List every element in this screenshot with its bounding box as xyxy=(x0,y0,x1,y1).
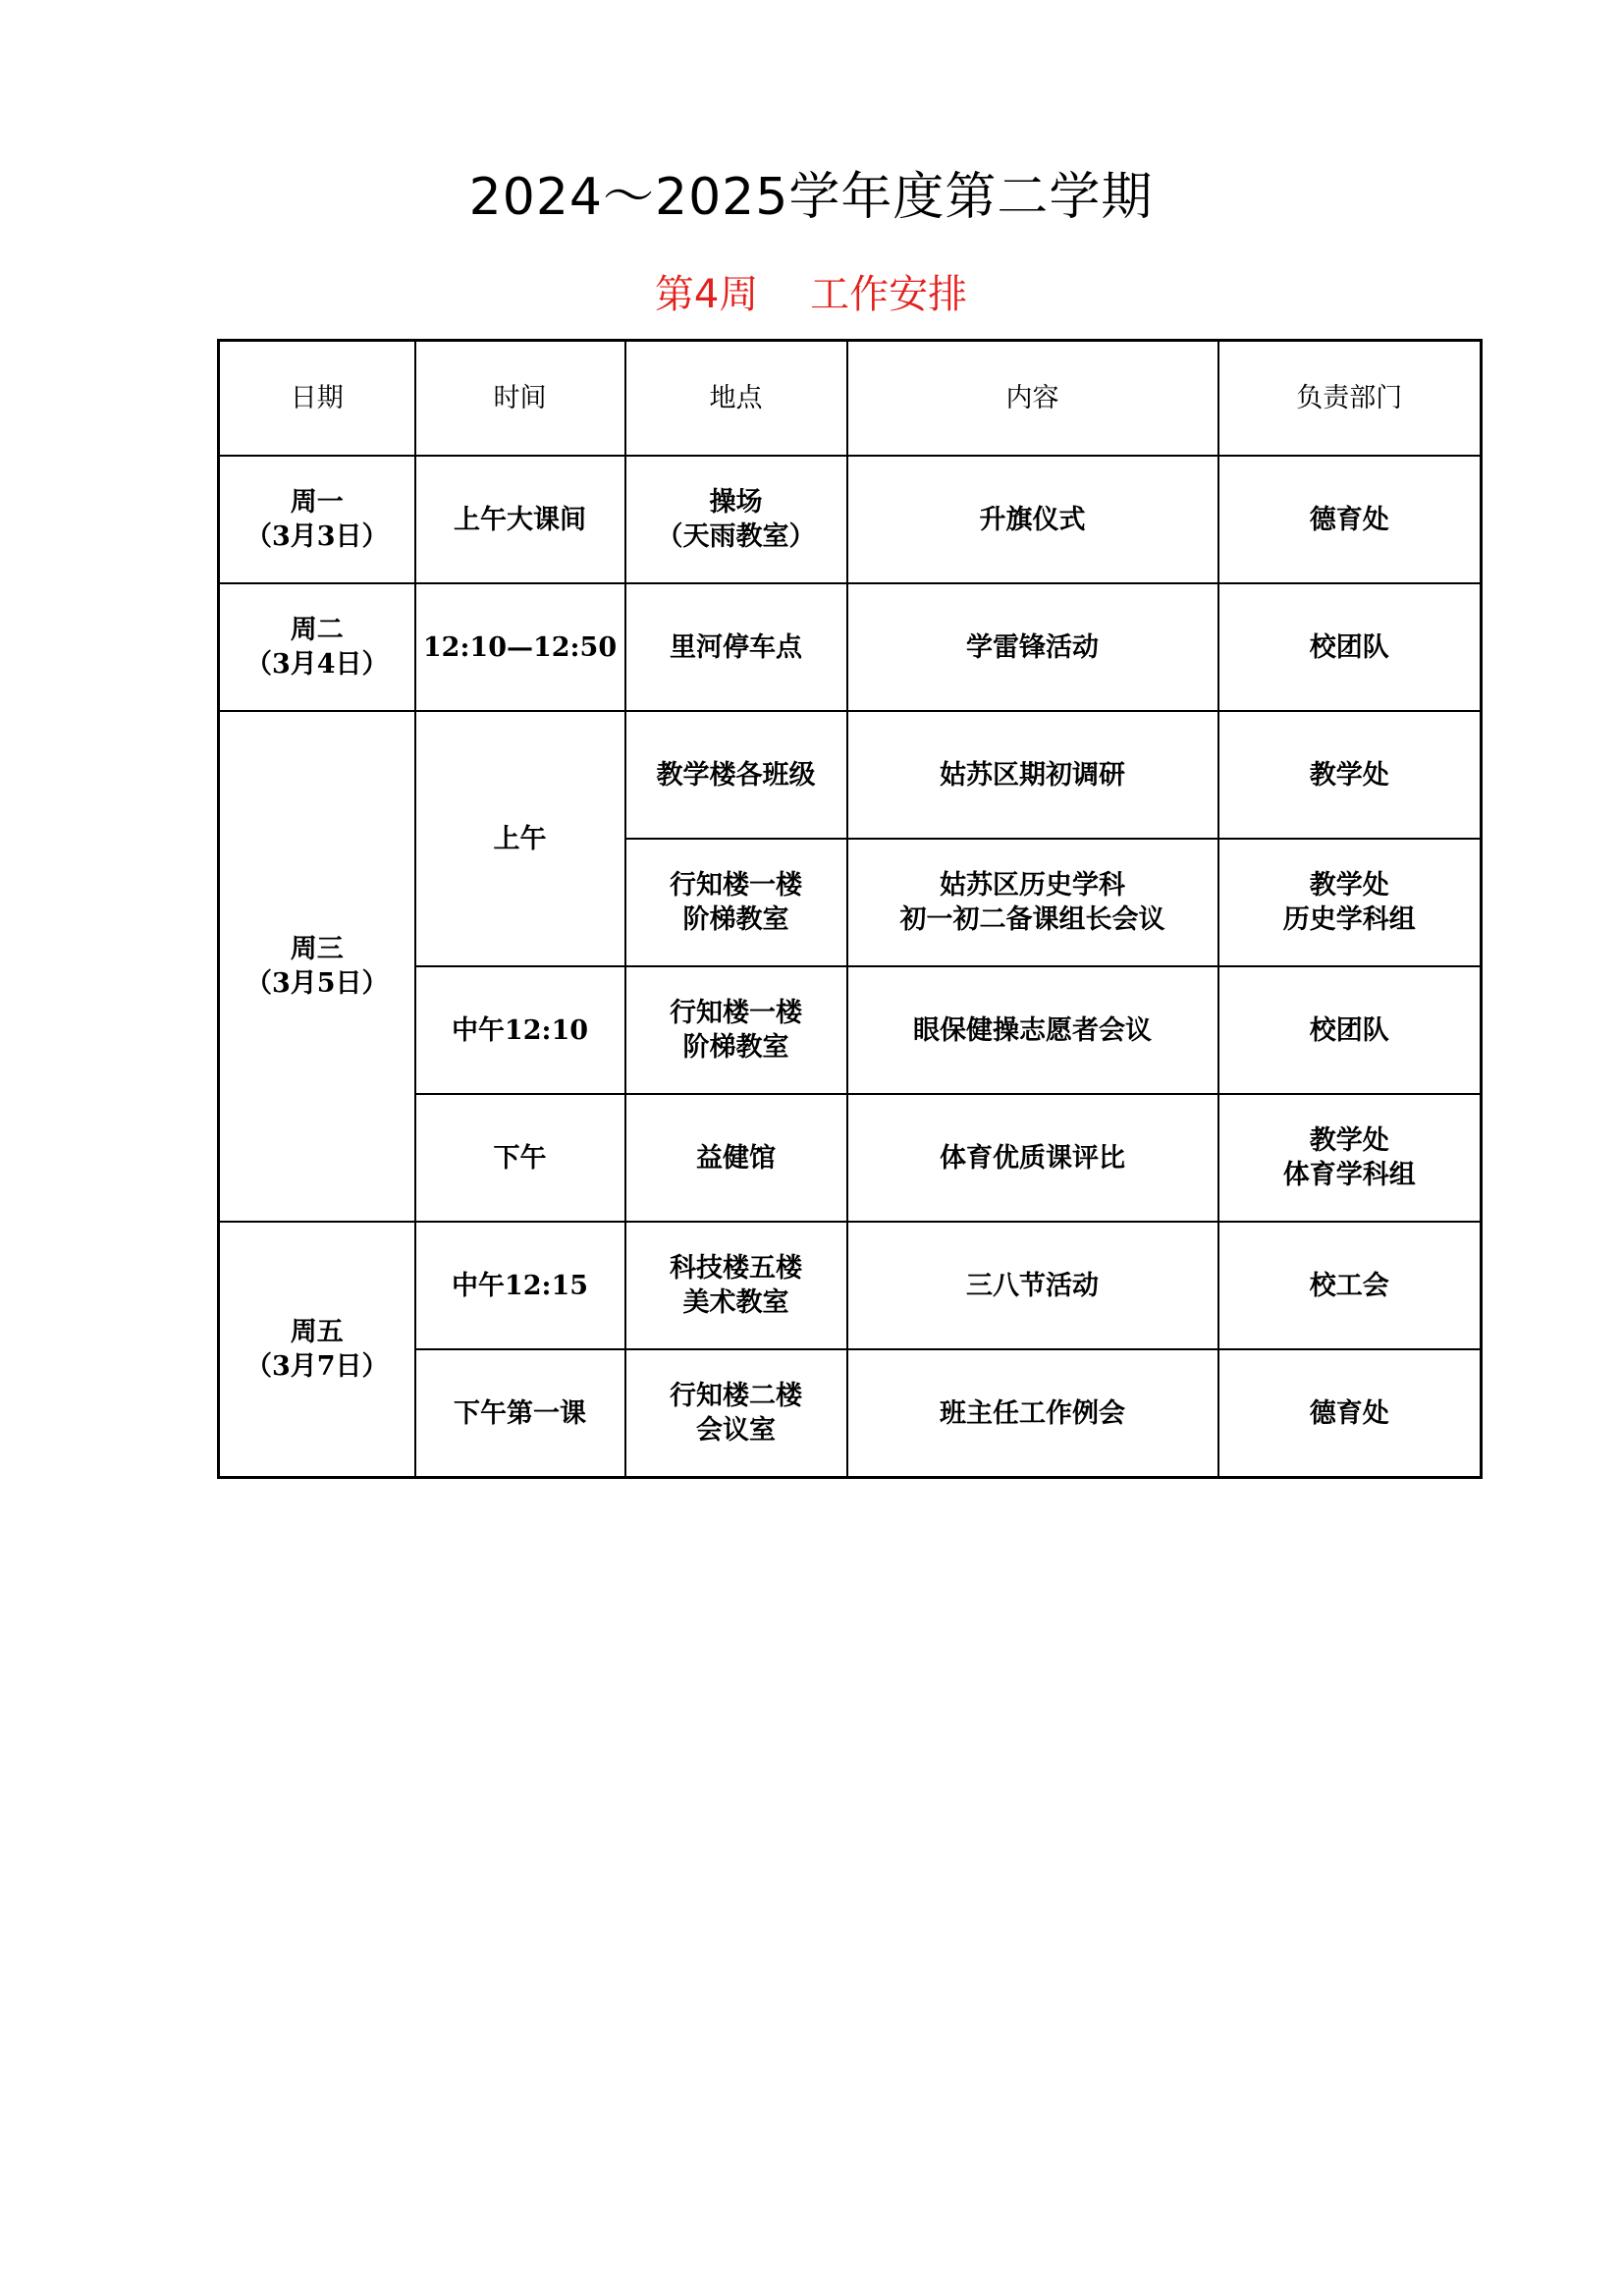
dept-line: 校团队 xyxy=(1309,631,1389,663)
place-line: 美术教室 xyxy=(682,1287,789,1318)
weekday-label: 周五 xyxy=(290,1317,344,1347)
weekday-label: 周三 xyxy=(290,934,344,964)
dept-line: 德育处 xyxy=(1309,504,1389,535)
dept-line: 校工会 xyxy=(1309,1270,1389,1301)
date-label: （3月4日） xyxy=(244,649,389,680)
date-label: （3月5日） xyxy=(244,968,389,999)
place-line: 里河停车点 xyxy=(670,631,802,663)
weekday-label: 周二 xyxy=(290,615,344,645)
dept-cell xyxy=(1218,456,1482,583)
place-cell xyxy=(625,456,847,583)
place-cell xyxy=(625,966,847,1094)
table-header-row xyxy=(219,341,1482,457)
place-cell xyxy=(625,1222,847,1349)
dept-cell xyxy=(1218,839,1482,966)
time-cell: 上午 xyxy=(415,711,625,966)
date-cell xyxy=(219,1222,415,1478)
content-line: 学雷锋活动 xyxy=(966,631,1099,663)
time-cell: 下午第一课 xyxy=(415,1349,625,1478)
place-line: 益健馆 xyxy=(696,1142,776,1174)
dept-cell xyxy=(1218,1349,1482,1478)
content-cell xyxy=(847,583,1218,711)
dept-cell xyxy=(1218,711,1482,839)
content-cell xyxy=(847,839,1218,966)
content-line: 姑苏区历史学科 xyxy=(940,870,1125,901)
content-cell xyxy=(847,711,1218,839)
place-line: （天雨教室） xyxy=(656,521,816,552)
place-line: 阶梯教室 xyxy=(682,1032,789,1063)
content-cell xyxy=(847,1222,1218,1349)
date-label: （3月3日） xyxy=(244,521,389,552)
place-cell xyxy=(625,711,847,839)
date-cell xyxy=(219,711,415,1222)
document-subtitle: 第4周 工作安排 xyxy=(654,272,968,317)
time-cell: 下午 xyxy=(415,1094,625,1222)
content-line: 三八节活动 xyxy=(966,1270,1099,1301)
dept-line: 体育学科组 xyxy=(1282,1160,1416,1190)
dept-line: 校团队 xyxy=(1309,1014,1389,1046)
date-cell xyxy=(219,456,415,583)
place-line: 教学楼各班级 xyxy=(656,759,816,791)
place-line: 会议室 xyxy=(696,1415,776,1446)
place-cell xyxy=(625,583,847,711)
content-line: 班主任工作例会 xyxy=(940,1397,1125,1429)
time-cell: 中午12:10 xyxy=(415,966,625,1094)
document-title: 2024～2025学年度第二学期 xyxy=(468,168,1154,227)
date-cell xyxy=(219,583,415,711)
content-line: 升旗仪式 xyxy=(979,504,1086,535)
place-line: 操场 xyxy=(709,487,763,518)
time-cell: 中午12:15 xyxy=(415,1222,625,1349)
place-cell xyxy=(625,839,847,966)
header-content: 内容 xyxy=(847,341,1218,457)
content-line: 姑苏区期初调研 xyxy=(940,759,1125,791)
dept-line: 教学处 xyxy=(1309,759,1389,791)
dept-cell xyxy=(1218,966,1482,1094)
dept-line: 教学处 xyxy=(1309,1125,1389,1156)
content-cell xyxy=(847,1349,1218,1478)
time-cell: 12:10—12:50 xyxy=(415,583,625,711)
place-cell xyxy=(625,1349,847,1478)
dept-cell xyxy=(1218,583,1482,711)
dept-line: 德育处 xyxy=(1309,1397,1389,1429)
schedule-table xyxy=(217,339,1483,1479)
time-cell: 上午大课间 xyxy=(415,456,625,583)
content-line: 眼保健操志愿者会议 xyxy=(913,1014,1152,1046)
dept-cell xyxy=(1218,1222,1482,1349)
header-time: 时间 xyxy=(415,341,625,457)
table-row xyxy=(219,1222,1482,1349)
content-line: 体育优质课评比 xyxy=(940,1142,1125,1174)
place-cell xyxy=(625,1094,847,1222)
dept-line: 教学处 xyxy=(1309,870,1389,901)
table-row xyxy=(219,456,1482,583)
table-row xyxy=(219,711,1482,839)
content-cell xyxy=(847,456,1218,583)
dept-line: 历史学科组 xyxy=(1282,904,1416,935)
table-row xyxy=(219,583,1482,711)
dept-cell xyxy=(1218,1094,1482,1222)
header-date: 日期 xyxy=(219,341,415,457)
place-line: 行知楼二楼 xyxy=(670,1381,802,1411)
date-label: （3月7日） xyxy=(244,1351,389,1382)
place-line: 行知楼一楼 xyxy=(670,870,802,901)
place-line: 阶梯教室 xyxy=(682,904,789,935)
content-line: 初一初二备课组长会议 xyxy=(899,904,1165,935)
weekday-label: 周一 xyxy=(290,487,344,518)
content-cell xyxy=(847,1094,1218,1222)
header-place: 地点 xyxy=(625,341,847,457)
content-cell xyxy=(847,966,1218,1094)
place-line: 行知楼一楼 xyxy=(670,998,802,1028)
place-line: 科技楼五楼 xyxy=(670,1253,802,1284)
header-dept: 负责部门 xyxy=(1218,341,1482,457)
